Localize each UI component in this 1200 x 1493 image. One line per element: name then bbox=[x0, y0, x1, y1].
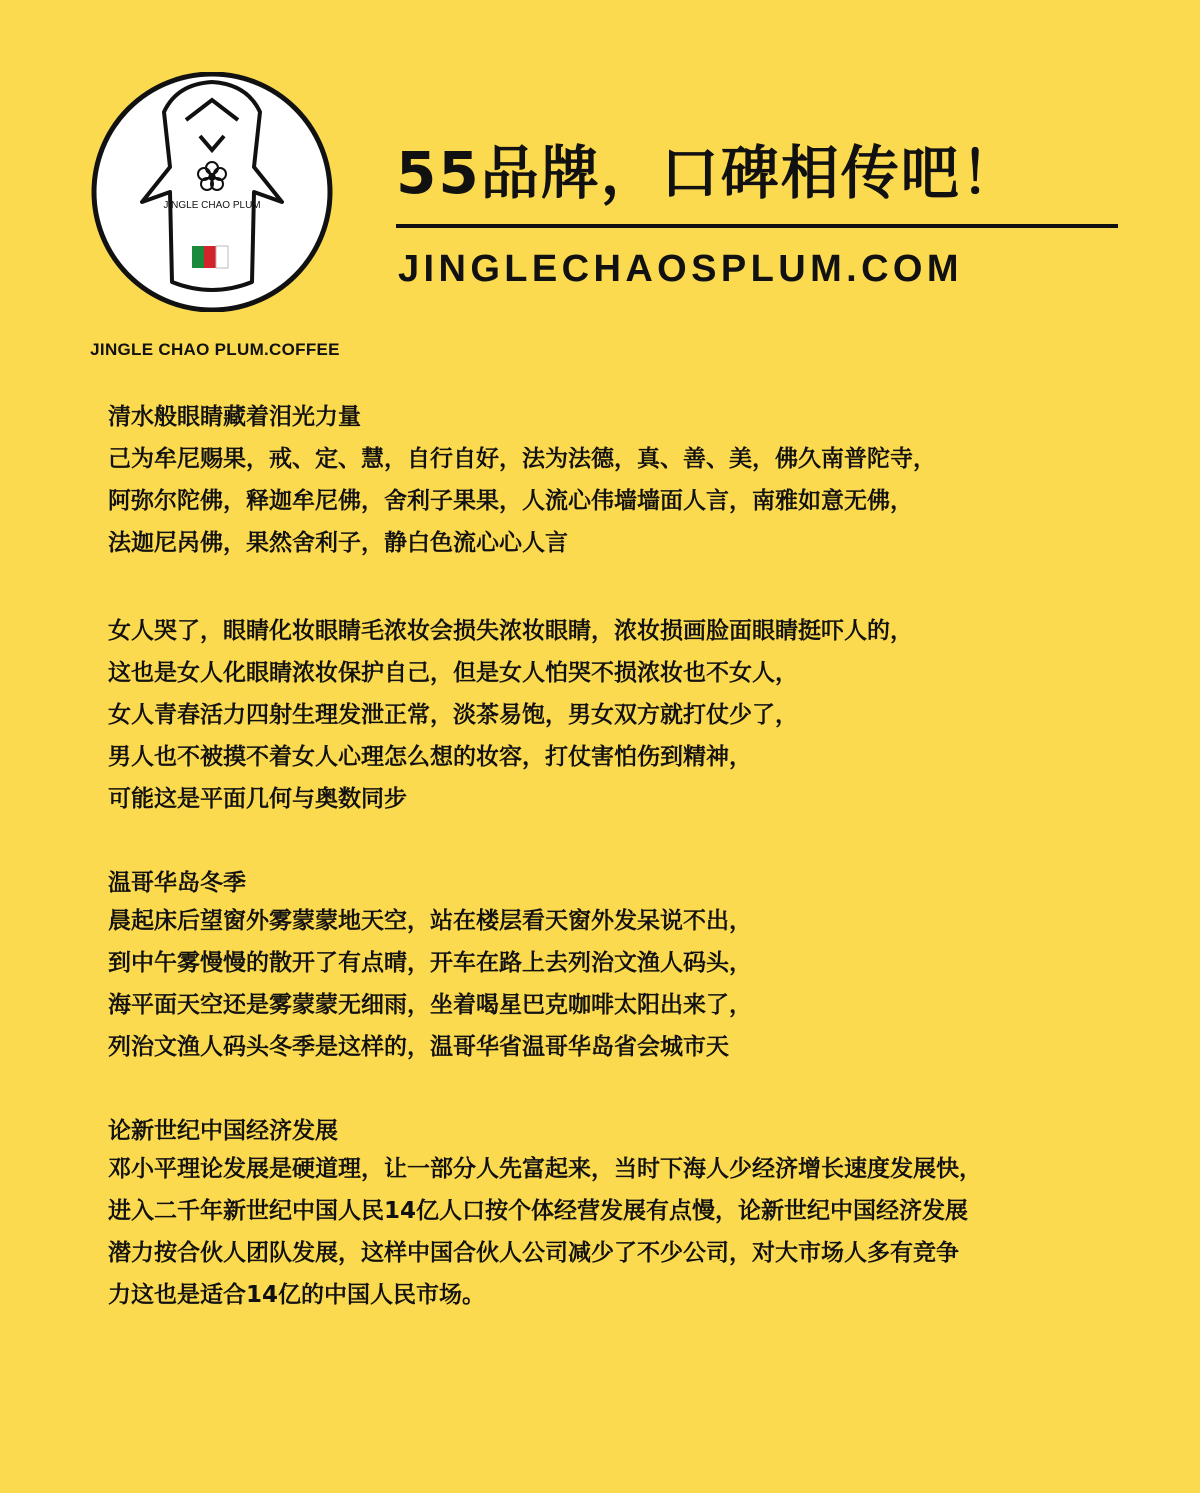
site-url: JINGLECHAOSPLUM.COM bbox=[398, 248, 963, 290]
paragraph-line: 女人青春活力四射生理发泄正常，淡茶易饱，男女双方就打仗少了， bbox=[108, 702, 798, 728]
paragraph-line: 列治文渔人码头冬季是这样的，温哥华省温哥华岛省会城市天 bbox=[108, 1034, 729, 1060]
paragraph-line: 阿弥尔陀佛，释迦牟尼佛，舍利子果果，人流心伟墙墙面人言，南雅如意无佛， bbox=[108, 488, 913, 514]
paragraph-line: 潜力按合伙人团队发展，这样中国合伙人公司减少了不少公司，对大市场人多有竞争 bbox=[108, 1240, 959, 1266]
article-body bbox=[108, 400, 1168, 1362]
paragraph-line: 邓小平理论发展是硬道理，让一部分人先富起来，当时下海人少经济增长速度发展快， bbox=[108, 1156, 982, 1182]
paragraph-line: 海平面天空还是雾蒙蒙无细雨，坐着喝星巴克咖啡太阳出来了， bbox=[108, 992, 752, 1018]
page-headline: 55品牌，口碑相传吧！ bbox=[396, 139, 1021, 207]
paragraph-line: 到中午雾慢慢的散开了有点晴，开车在路上去列治文渔人码头， bbox=[108, 950, 752, 976]
paragraph-line: 进入二千年新世纪中国人民14亿人口按个体经营发展有点慢，论新世纪中国经济发展 bbox=[108, 1198, 969, 1224]
section-title: 论新世纪中国经济发展 bbox=[108, 1118, 338, 1144]
brand-logo bbox=[82, 72, 342, 312]
paragraph-line: 男人也不被摸不着女人心理怎么想的妆容，打仗害怕伤到精神， bbox=[108, 744, 752, 770]
paragraph-line: 女人哭了，眼睛化妆眼睛毛浓妆会损失浓妆眼睛，浓妆损画脸面眼睛挺吓人的， bbox=[108, 618, 913, 644]
paragraph-line: 这也是女人化眼睛浓妆保护自己，但是女人怕哭不损浓妆也不女人， bbox=[108, 660, 798, 686]
section-vancouver bbox=[108, 866, 1168, 1068]
paragraph-line: 力这也是适合14亿的中国人民市场。 bbox=[108, 1282, 486, 1308]
section-title: 清水般眼睛藏着泪光力量 bbox=[108, 404, 361, 430]
section-title: 温哥华岛冬季 bbox=[108, 870, 246, 896]
logo-caption: JINGLE CHAO PLUM.COFFEE bbox=[90, 340, 340, 359]
section-makeup bbox=[108, 610, 1168, 820]
penguin-logo-icon bbox=[82, 72, 342, 312]
paragraph-line: 己为牟尼赐果，戒、定、慧，自行自好，法为法德，真、善、美，佛久南普陀寺， bbox=[108, 446, 936, 472]
section-poem bbox=[108, 400, 1168, 564]
section-economy bbox=[108, 1114, 1168, 1316]
headline-divider bbox=[396, 224, 1118, 228]
paragraph-line: 可能这是平面几何与奥数同步 bbox=[108, 786, 407, 812]
paragraph-line: 法迦尼呙佛，果然舍利子，静白色流心心人言 bbox=[108, 530, 568, 556]
logo-inner-label: JINGLE CHAO PLUM bbox=[163, 200, 261, 211]
paragraph-line: 晨起床后望窗外雾蒙蒙地天空，站在楼层看天窗外发呆说不出， bbox=[108, 908, 752, 934]
